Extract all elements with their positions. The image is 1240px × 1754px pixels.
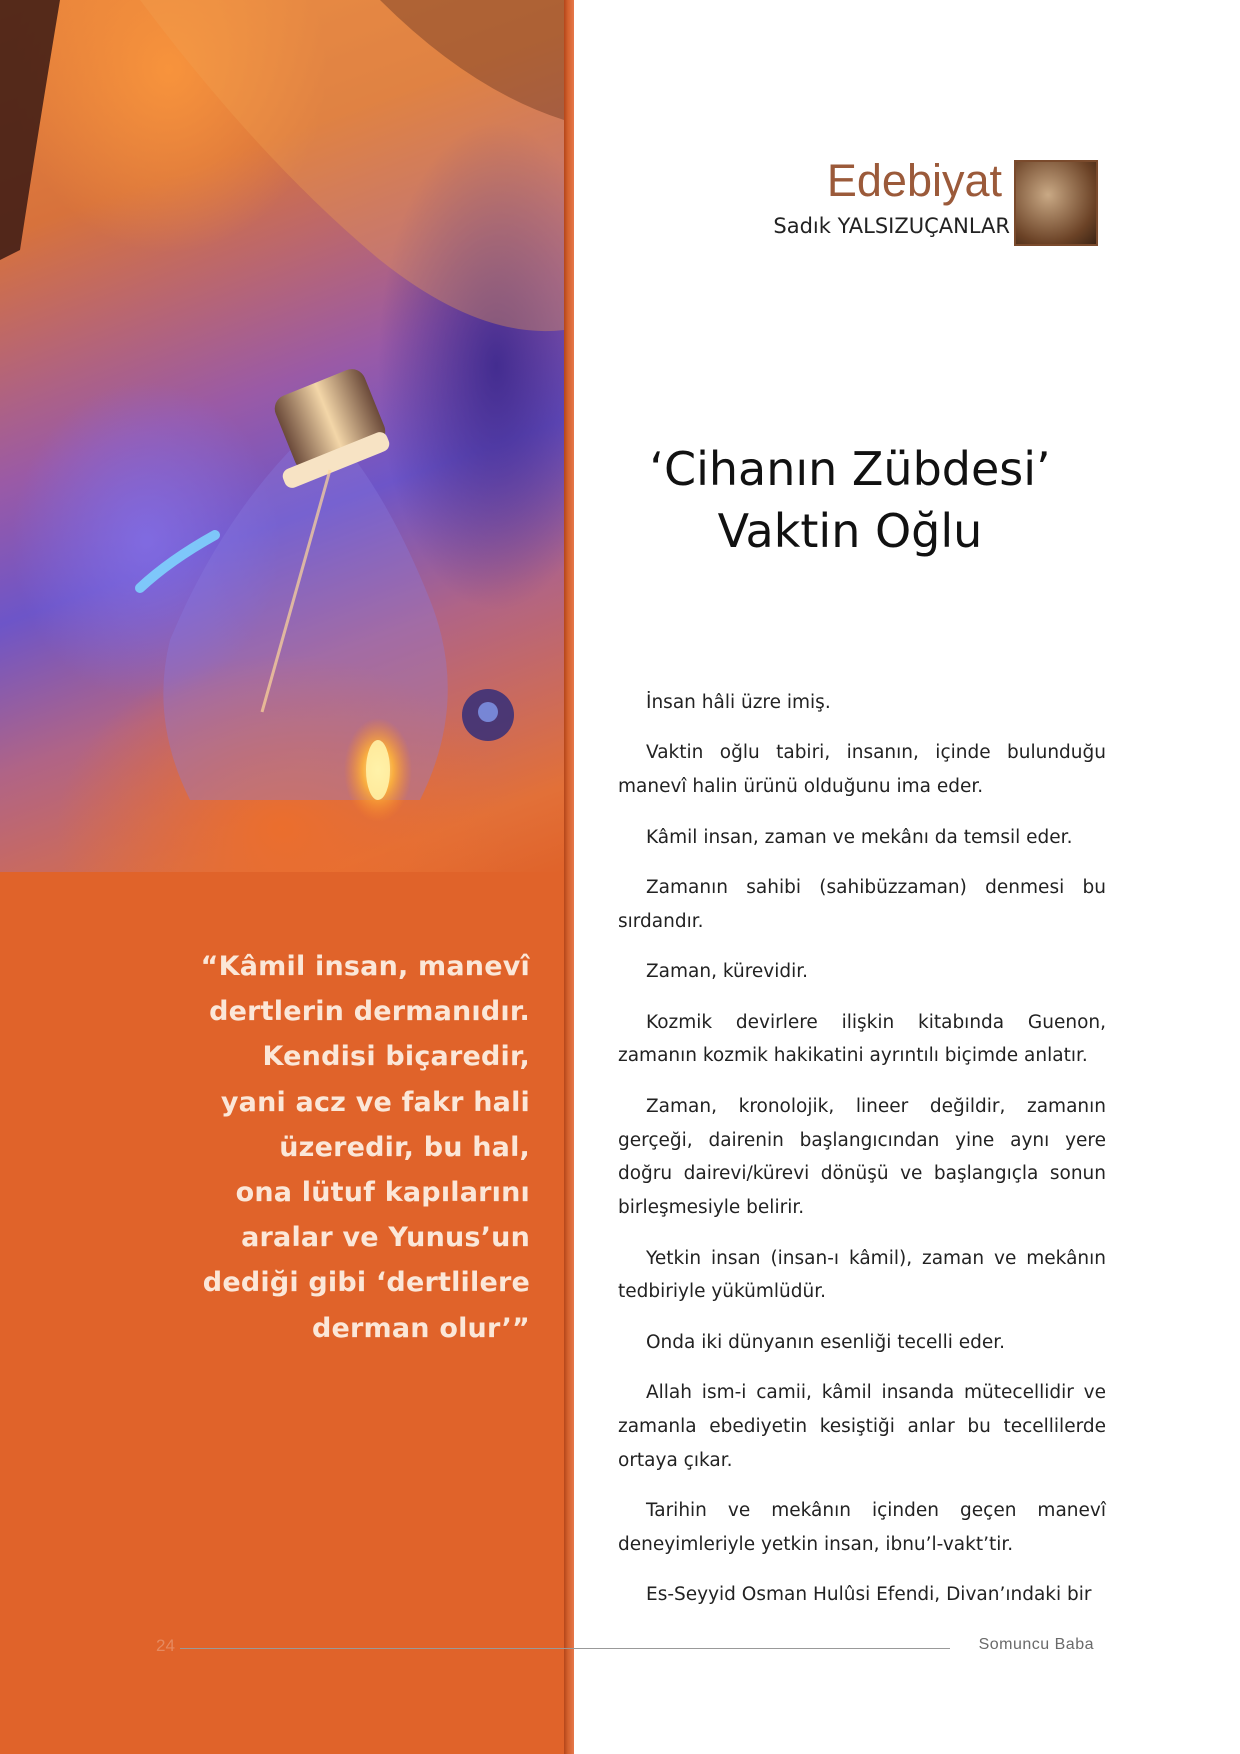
body-paragraph: Kozmik devirlere ilişkin kitabında Guenon, zamanın kozmik hakikatini ayrıntılı biçimde anlatır. bbox=[618, 1011, 1106, 1067]
author-name: Sadık YALSIZUÇANLAR bbox=[773, 214, 1010, 238]
pull-quote-line: dertlerin dermanıdır. bbox=[209, 996, 530, 1028]
pull-quote-line: derman olur’” bbox=[311, 1312, 530, 1344]
pull-quote-line: “Kâmil insan, manevî bbox=[200, 951, 530, 982]
pull-quote-line: aralar ve Yunus’un bbox=[241, 1222, 530, 1254]
body-paragraph: İnsan hâli üzre imiş. bbox=[646, 692, 831, 713]
page-number: 24 bbox=[156, 1636, 175, 1655]
magazine-name: Somuncu Baba bbox=[978, 1636, 1094, 1653]
pull-quote-line: ona lütuf kapılarını bbox=[235, 1177, 530, 1209]
article-title-line: ‘Cihanın Zübdesi’ bbox=[649, 442, 1051, 496]
section-title: Edebiyat bbox=[826, 155, 1002, 206]
article-body bbox=[618, 686, 1106, 1629]
body-paragraph: Yetkin insan (insan-ı kâmil), zaman ve mekânın tedbiriyle yükümlüdür. bbox=[618, 1247, 1106, 1303]
body-paragraph: Onda iki dünyanın esenliği tecelli eder. bbox=[646, 1331, 1006, 1353]
body-paragraph: Zaman, kronolojik, lineer değildir, zamanın gerçeği, dairenin başlangıcından yine aynı yere doğru dairevi/kürevi dönüşü ve başlangıçla sonun birleşmesiyle belirir. bbox=[618, 1095, 1106, 1219]
body-paragraph: Es-Seyyid Osman Hulûsi Efendi, Divan’ındaki bir bbox=[646, 1584, 1092, 1606]
body-paragraph: Vaktin oğlu tabiri, insanın, içinde bulunduğu manevî halin ürünü olduğunu ima eder. bbox=[618, 742, 1106, 798]
pull-quote-line: yani acz ve fakr hali bbox=[220, 1086, 530, 1118]
hero-photo-glass-bottle bbox=[0, 0, 564, 872]
bottle-illustration bbox=[0, 0, 564, 872]
pull-quote bbox=[190, 944, 530, 1351]
article-title-line: Vaktin Oğlu bbox=[717, 504, 983, 558]
section-thumbnail-image bbox=[1014, 160, 1098, 246]
body-paragraph: Kâmil insan, zaman ve mekânı da temsil eder. bbox=[646, 826, 1073, 848]
pull-quote-line: Kendisi biçaredir, bbox=[262, 1041, 530, 1073]
pull-quote-line: üzeredir, bu hal, bbox=[279, 1131, 530, 1163]
body-paragraph: Zamanın sahibi (sahibüzzaman) denmesi bu sırdandır. bbox=[618, 876, 1106, 932]
body-paragraph: Tarihin ve mekânın içinden geçen manevî deneyimleriyle yetkin insan, ibnu’l-vakt’tir. bbox=[618, 1500, 1106, 1555]
page-spine bbox=[564, 0, 574, 1754]
body-paragraph: Allah ism-i camii, kâmil insanda mütecellidir ve zamanla ebediyetin kesiştiği anlar bu tecellilerde ortaya çıkar. bbox=[618, 1382, 1106, 1471]
article-title bbox=[610, 438, 1090, 562]
body-paragraph: Zaman, kürevidir. bbox=[646, 961, 809, 983]
footer-rule bbox=[180, 1648, 950, 1649]
pull-quote-line: dediği gibi ‘dertlilere bbox=[202, 1267, 530, 1299]
